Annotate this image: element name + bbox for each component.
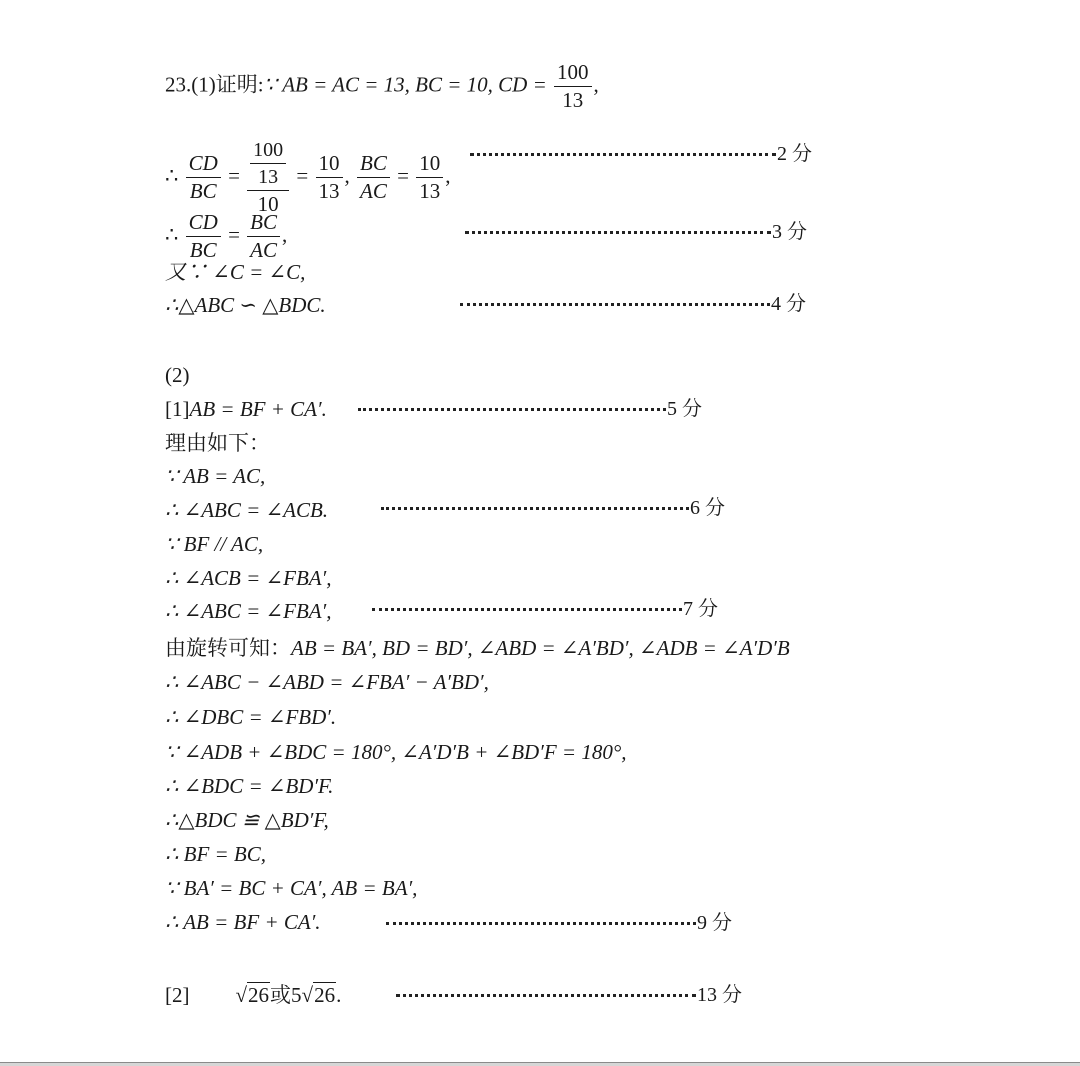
step-1: ∵ AB = AC, [165, 464, 266, 488]
fraction-denominator: AC [360, 179, 387, 203]
score-label: 5 分 [667, 398, 702, 420]
reason-intro: 理由如下： [165, 431, 270, 455]
score-marker-13 [396, 982, 742, 1008]
score-marker-4 [460, 291, 806, 317]
line-claim [165, 396, 327, 422]
fraction-numerator: BC [357, 153, 390, 178]
step-6-math: AB = BA′, BD = BD′, ∠ABD = ∠A′BD′, ∠ADB = ∠A′D′B [291, 636, 790, 660]
fraction-cd-over-bc [186, 153, 221, 202]
step-5: ∴ ∠ABC = ∠FBA′, [165, 599, 332, 623]
score-label: 7 分 [683, 598, 718, 620]
answer-period: . [336, 983, 342, 1007]
fraction-bc-over-ac [357, 153, 390, 202]
score-label: 4 分 [771, 293, 806, 315]
line-given: 23.(1)证明:∵ AB = AC = 13, BC = 10, CD = $\frac{100}{13}$ , [165, 60, 599, 112]
fraction-numerator: CD [186, 153, 221, 178]
dot-leader [465, 219, 771, 234]
fraction-bc-over-ac [247, 212, 280, 261]
fraction-numerator: 100 [250, 140, 286, 164]
fraction-ten-thirteen [316, 153, 343, 202]
dot-leader [460, 291, 770, 306]
step-11: ∴△BDC ≌ △BD′F, [165, 808, 329, 832]
fraction-cd-value [554, 62, 592, 111]
radicand: 26 [314, 983, 336, 1007]
dot-leader [372, 596, 682, 611]
given-equation: ∵ AB = AC = 13, BC = 10, CD = [263, 72, 547, 97]
fraction-denominator: 13 [318, 179, 340, 203]
dot-leader [386, 910, 696, 925]
step-7: ∴ ∠ABC − ∠ABD = ∠FBA′ − A′BD′, [165, 670, 489, 694]
score-marker-9 [386, 910, 732, 936]
step-3: ∵ BF // AC, [165, 532, 264, 556]
line-similar: ∴△ABC ∽ △BDC. [165, 293, 326, 317]
radicand: 26 [248, 983, 270, 1007]
sqrt-26 [236, 982, 271, 1008]
score-marker-2 [470, 141, 812, 167]
score-label: 6 分 [690, 497, 725, 519]
step-6-prefix: 由旋转可知： [165, 636, 291, 660]
fraction-denominator: 13 [419, 179, 441, 203]
dot-leader [396, 982, 696, 997]
step-4: ∴ ∠ACB = ∠FBA′, [165, 566, 332, 590]
fraction-numerator: CD [186, 212, 221, 237]
dot-leader [470, 141, 776, 156]
fraction-inner [250, 140, 286, 187]
sqrt-26-second [302, 982, 337, 1008]
line-answer-2 [165, 982, 341, 1008]
step-10: ∴ ∠BDC = ∠BD′F. [165, 774, 334, 798]
fraction-numerator: 10 [316, 153, 343, 178]
fraction-denominator: 13 [562, 88, 584, 112]
score-label: 3 分 [772, 221, 807, 243]
sub2-label: [2] [165, 983, 190, 1007]
score-marker-7 [372, 596, 718, 622]
part2-label: (2) [165, 363, 190, 387]
fraction-denominator: AC [250, 238, 277, 262]
fraction-denominator: BC [189, 238, 217, 262]
step-2: ∴ ∠ABC = ∠ACB. [165, 498, 329, 522]
dot-leader [381, 495, 689, 510]
step-6 [165, 635, 790, 661]
step-12: ∴ BF = BC, [165, 842, 267, 866]
dot-leader [358, 396, 666, 411]
score-label: 2 分 [777, 143, 812, 165]
claim-text: AB = BF + CA′. [189, 397, 327, 421]
sub1-label: [1] [165, 397, 190, 421]
score-marker-3 [465, 219, 807, 245]
step-13: ∵ BA′ = BC + CA′, AB = BA′, [165, 876, 418, 900]
score-marker-5 [358, 396, 702, 422]
fraction-denominator: 13 [258, 166, 279, 188]
fraction-numerator: BC [247, 212, 280, 237]
score-label: 9 分 [697, 912, 732, 934]
fraction-numerator: 100 [554, 62, 592, 87]
step-8: ∴ ∠DBC = ∠FBD′. [165, 705, 337, 729]
line-ratio-1: ∴ $\frac{CD}{BC}$ = $\frac{\frac{100}{13}}{10}$ = $\frac{10}{13}$ , $\frac{BC}{AC}$ = $\frac{10}{13}$ , [165, 139, 451, 216]
given-text: 23.(1)证明: [165, 72, 264, 97]
score-label: 13 分 [697, 984, 742, 1006]
therefore-symbol: ∴ [165, 163, 179, 188]
fraction-denominator: BC [189, 179, 217, 203]
fraction-denominator: 10 [257, 192, 279, 216]
fraction-numerator [247, 140, 289, 191]
step-9: ∵ ∠ADB + ∠BDC = 180°, ∠A′D′B + ∠BD′F = 180°, [165, 740, 627, 764]
fraction-ten-thirteen-2 [416, 153, 443, 202]
answer-or: 或5 [270, 983, 302, 1007]
therefore-symbol: ∴ [165, 222, 179, 247]
fraction-cd-over-bc [186, 212, 221, 261]
fraction-nested [247, 140, 289, 215]
score-marker-6 [381, 495, 725, 521]
line-angle-c: 又∵ ∠C = ∠C, [165, 260, 306, 284]
step-14: ∴ AB = BF + CA′. [165, 910, 321, 934]
radical-icon: √ [235, 983, 248, 1007]
line-ratio-2: ∴ $\frac{CD}{BC}$ = $\frac{BC}{AC}$ , [165, 210, 288, 262]
bottom-divider [0, 1062, 1080, 1066]
radical-icon: √ [301, 983, 314, 1007]
fraction-numerator: 10 [416, 153, 443, 178]
